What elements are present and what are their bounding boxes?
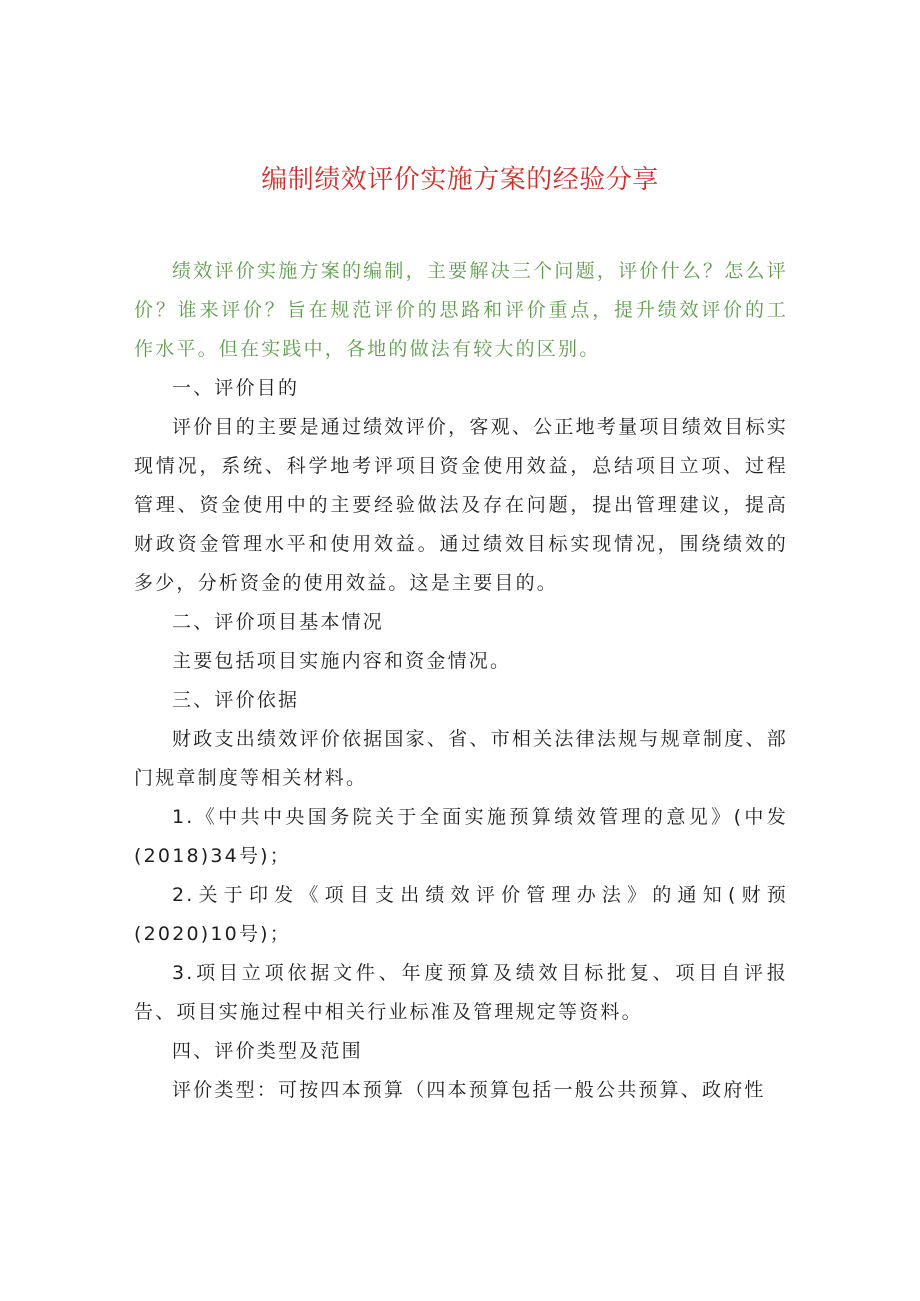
basis-item-2: 2.关于印发《项目支出绩效评价管理办法》的通知(财预(2020)10号)； [134,884,788,945]
basis-item-1: 1.《中共中央国务院关于全面实施预算绩效管理的意见》(中发(2018)34号)； [134,806,788,867]
basis-item-3: 3.项目立项依据文件、年度预算及绩效目标批复、项目自评报告、项目实施过程中相关行业标准及管理规定等资料。 [134,962,788,1023]
section-heading-purpose: 一、评价目的 [172,377,300,399]
section-heading-basis: 三、评价依据 [172,689,300,711]
document-title: 编制绩效评价实施方案的经验分享 [261,165,659,195]
project-info-paragraph: 主要包括项目实施内容和资金情况。 [172,650,512,672]
purpose-paragraph: 评价目的主要是通过绩效评价，客观、公正地考量项目绩效目标实现情况，系统、科学地考评项目资金使用效益，总结项目立项、过程管理、资金使用中的主要经验做法及存在问题，提出管理建议，提高财政资金管理水平和使用效益。通过绩效目标实现情况，围绕绩效的多少，分析资金的使用效益。这是主要目的。 [134,416,788,594]
section-heading-project-info: 二、评价项目基本情况 [172,611,385,633]
type-scope-paragraph: 评价类型：可按四本预算（四本预算包括一般公共预算、政府性 [172,1079,766,1101]
intro-paragraph: 绩效评价实施方案的编制，主要解决三个问题，评价什么？怎么评价？谁来评价？旨在规范评价的思路和评价重点，提升绩效评价的工作水平。但在实践中，各地的做法有较大的区别。 [134,260,788,360]
basis-paragraph: 财政支出绩效评价依据国家、省、市相关法律法规与规章制度、部门规章制度等相关材料。 [134,728,788,789]
document-body [134,252,788,1110]
section-heading-type-scope: 四、评价类型及范围 [172,1040,363,1062]
